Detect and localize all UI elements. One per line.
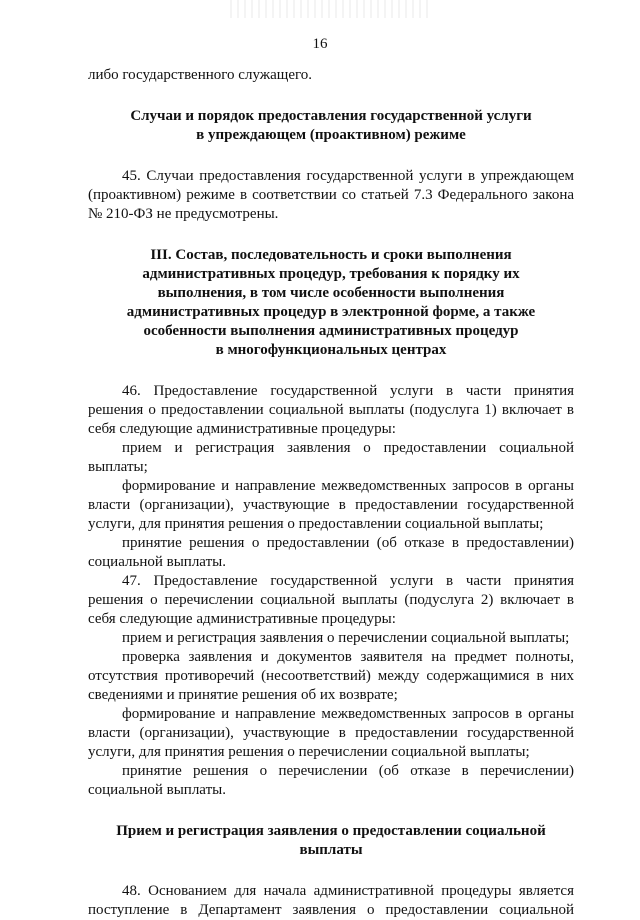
list-item-47-3: формирование и направление межведомственных запросов в органы власти (организации), участвующие в предоставлении государственной услуги, для принятия решения о перечислении социальной выплаты; [88,706,574,760]
chapter-heading-line1: III. Состав, последовательность и сроки выполнения [150,247,512,263]
chapter-heading-line6: в многофункциональных центрах [215,342,447,358]
section-heading-proactive-line2: в упреждающем (проактивном) режиме [196,127,466,143]
subsection-heading-line2: выплаты [299,842,363,858]
scan-artifact [230,0,430,18]
list-item-46-2: формирование и направление межведомственных запросов в органы власти (организации), участвующие в предоставлении государственной услуги, для принятия решения о предоставлении социальной выплаты; [88,478,574,532]
list-item-47-2: проверка заявления и документов заявителя на предмет полноты, отсутствия противоречий (несоответствий) между содержащимися в них сведениями и принятие решения об их возврате; [88,649,574,703]
paragraph-47: 47. Предоставление государственной услуги в части принятия решения о перечислении социальной выплаты (подуслуга 2) включает в себя следующие административные процедуры: [88,573,574,627]
chapter-heading-line2: административных процедур, требования к порядку их [142,266,520,282]
section-heading-proactive-line1: Случаи и порядок предоставления государственной услуги [130,108,532,124]
chapter-heading-line5: особенности выполнения административных процедур [143,323,519,339]
list-item-47-4: принятие решения о перечислении (об отказе в перечислении) социальной выплаты. [88,763,574,798]
subsection-heading-line1: Прием и регистрация заявления о предоставлении социальной [116,823,546,839]
chapter-heading-line3: выполнения, в том числе особенности выполнения [157,285,505,301]
paragraph-46: 46. Предоставление государственной услуги в части принятия решения о предоставлении социальной выплаты (подуслуга 1) включает в себя следующие административные процедуры: [88,383,574,437]
paragraph-45: 45. Случаи предоставления государственной услуги в упреждающем (проактивном) режиме в соответствии со статьей 7.3 Федерального закона № 210-ФЗ не предусмотрены. [88,168,574,222]
paragraph-48: 48. Основанием для начала административной процедуры является поступление в Департамент заявления о предоставлении социальной [88,883,574,918]
page-number: 16 [312,36,328,52]
list-item-46-1: прием и регистрация заявления о предоставлении социальной выплаты; [88,440,574,475]
document-body [88,66,574,920]
list-item-46-3: принятие решения о предоставлении (об отказе в предоставлении) социальной выплаты. [88,535,574,570]
paragraph-continuation: либо государственного служащего. [88,67,313,83]
chapter-heading-line4: административных процедур в электронной форме, а также [126,304,536,320]
list-item-47-1: прием и регистрация заявления о перечислении социальной выплаты; [122,630,570,646]
